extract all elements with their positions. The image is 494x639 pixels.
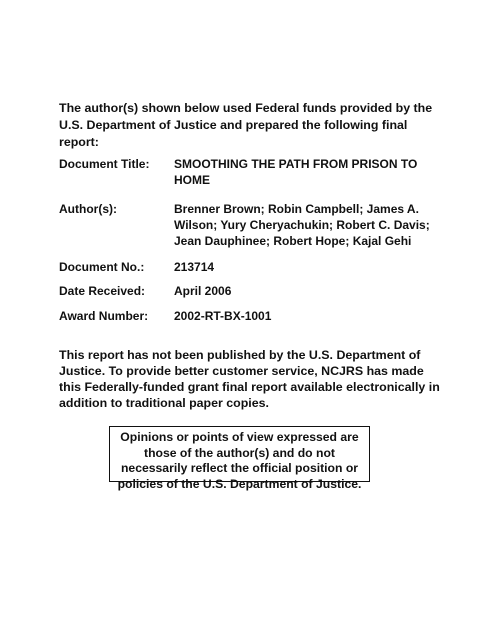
document-title-value: SMOOTHING THE PATH FROM PRISON TO HOME [174, 157, 418, 187]
intro-statement: The author(s) shown below used Federal funds provided by the U.S. Department of Justice and prepared the following final report: [59, 101, 433, 149]
award-number-label: Award Number: [59, 309, 149, 323]
authors-value: Brenner Brown; Robin Campbell; James A. Wilson; Yury Cheryachukin; Robert C. Davis; Jean Dauphinee; Robert Hope; Kajal Gehi [174, 202, 430, 248]
disclaimer-text: Opinions or points of view expressed are those of the author(s) and do not necessarily reflect the official position or policies of the U.S. Department of Justice. [117, 430, 362, 491]
document-number-value: 213714 [174, 260, 215, 274]
document-title-label: Document Title: [59, 157, 150, 171]
award-number-value: 2002-RT-BX-1001 [174, 309, 272, 323]
date-received-label: Date Received: [59, 284, 146, 298]
document-number-label: Document No.: [59, 260, 145, 274]
publication-notice: This report has not been published by the U.S. Department of Justice. To provide better customer service, NCJRS has made this Federally-funded grant final report available electronically in addition to traditional paper copies. [59, 348, 440, 410]
authors-label: Author(s): [59, 202, 117, 216]
disclaimer-box [109, 426, 370, 491]
date-received-value: April 2006 [174, 284, 232, 298]
